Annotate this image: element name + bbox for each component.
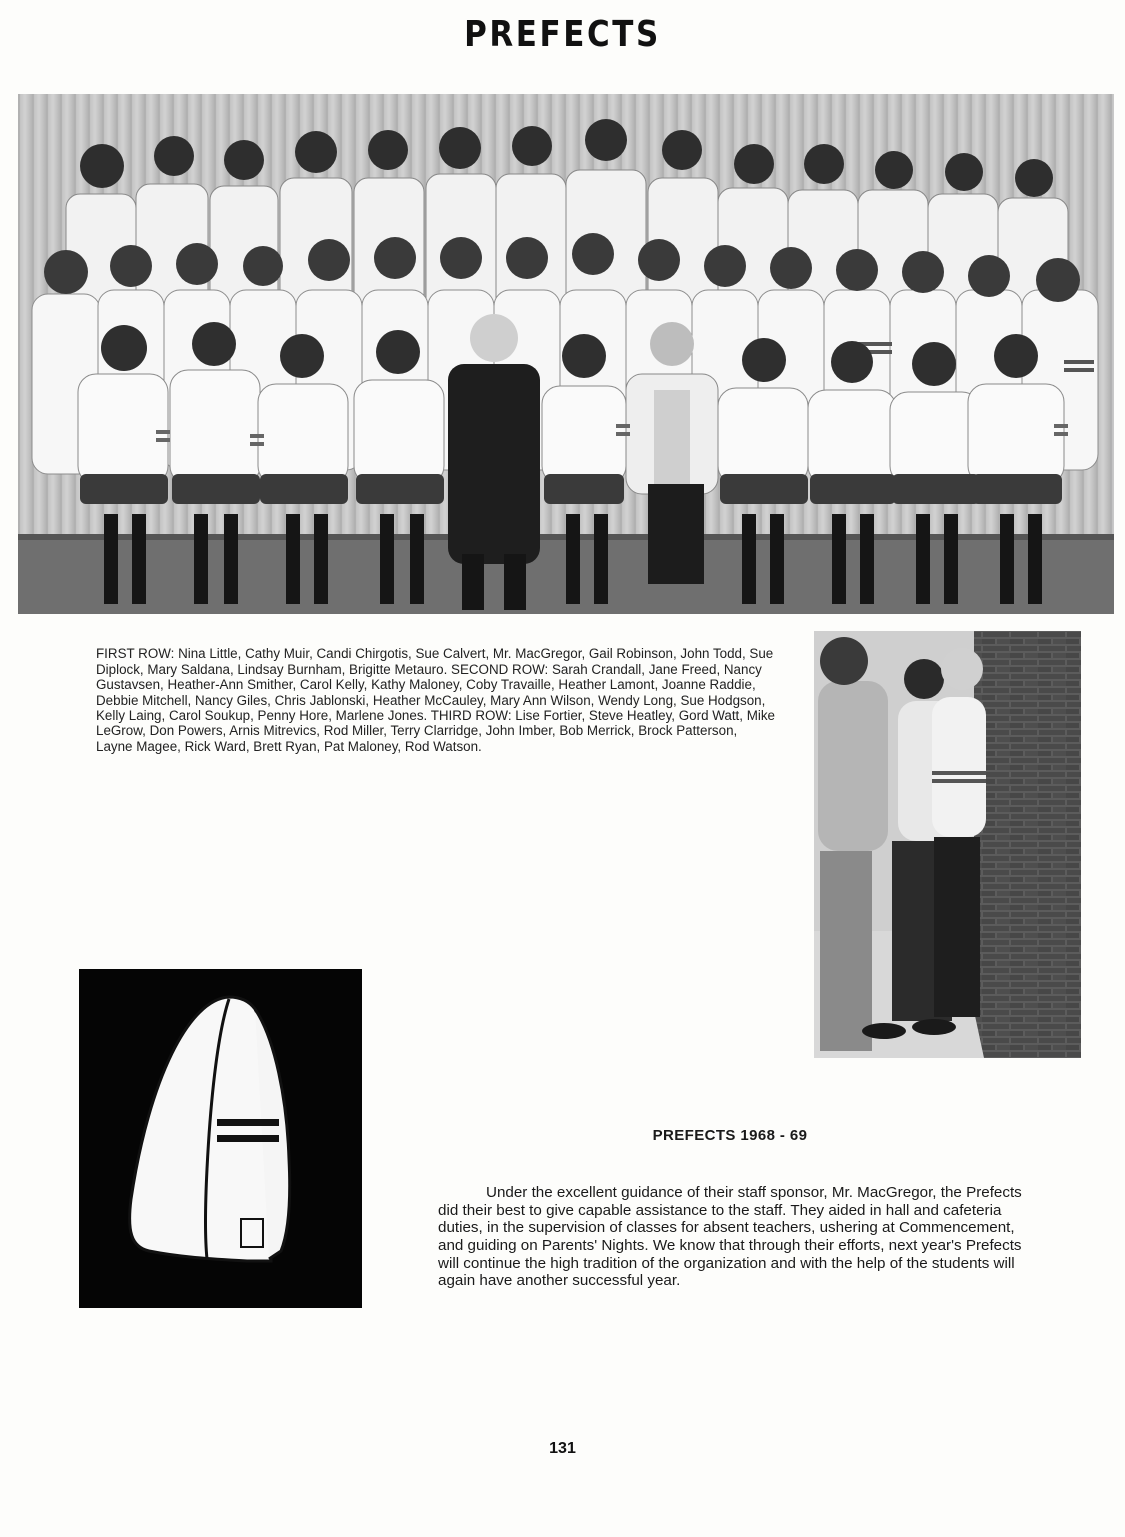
page-number: 131 [549, 1440, 576, 1457]
article-heading: PREFECTS 1968 - 69 [652, 1127, 808, 1144]
front-row [78, 314, 1068, 610]
hallway-photo [814, 631, 1081, 1058]
group-photo [18, 94, 1114, 614]
jacket-illustration [79, 969, 362, 1308]
article-body: Under the excellent guidance of their staff sponsor, Mr. MacGregor, the Prefects did their best to give capable assistance to the staff. They aided in hall and cafeteria duties, in the supervision of classes for absent teachers, ushering at Commencement, and guiding on Parents' Nights. We know that through their efforts, next year's Prefects will continue the high tradition of the organization and with the help of the students will again have another successful year. [438, 1184, 1022, 1290]
group-photo-caption: FIRST ROW: Nina Little, Cathy Muir, Candi Chirgotis, Sue Calvert, Mr. MacGregor, Gail Robinson, John Todd, Sue Diplock, Mary Saldana, Lindsay Burnham, Brigitte Metauro. SECOND ROW: Sarah Crandall, Jane Freed, Nancy Gustavsen, Heather-Ann Smither, Carol Kelly, Kathy Maloney, Coby Travaille, Heather Lamont, Joanne Raddie, Debbie Mitchell, Nancy Giles, Chris Jablonski, Heather McCauley, Mary Ann Wilson, Wendy Long, Sue Hodgson, Kelly Laing, Carol Soukup, Penny Hore, Marlene Jones. THIRD ROW: Lise Fortier, Steve Heatley, Gord Watt, Mike LeGrow, Don Powers, Arnis Mitrevics, Rod Miller, Terry Clarridge, John Imber, Bob Merrick, Brock Patterson, Layne Magee, Rick Ward, Brett Ryan, Pat Maloney, Rod Watson. [96, 646, 775, 754]
page-title: PREFECTS [464, 14, 661, 55]
